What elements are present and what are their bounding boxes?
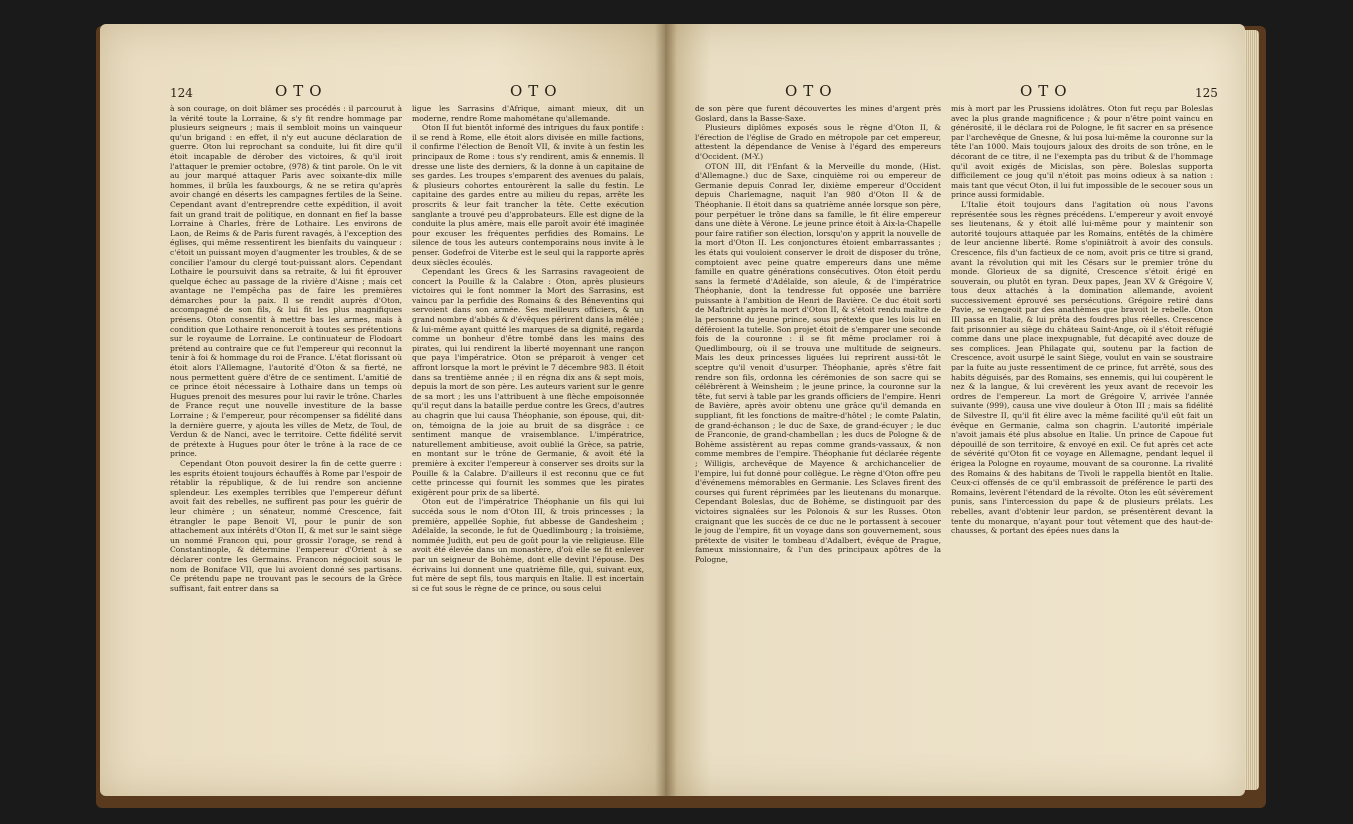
paragraph: de son père que furent découvertes les mines d'argent près Goslard, dans la Basse-Saxe.: [695, 104, 941, 123]
left-column-1: [170, 104, 402, 593]
right-column-2: [951, 104, 1213, 536]
right-running-head: OTO: [1020, 82, 1073, 100]
paragraph: ligue les Sarrasins d'Afrique, aimant mieux, dit un moderne, rendre Rome mahométane qu'allemande.: [412, 104, 644, 123]
paragraph: mis à mort par les Prussiens idolâtres. Oton fut reçu par Boleslas avec la plus grande magnificence ; & pour n'être point vaincu en générosité, il le déclara roi de Pologne, le fit sacrer en sa présence par l'archevêque de Gnesne, & lui posa lui-même la couronne sur la tête l'an 1000. Mais toujours jaloux des droits de son trône, en le décorant de ce titre, il ne l'exempta pas du tribut & de l'hommage qu'il avoit exigés de Micislas, son père. Boleslas supporta difficilement ce joug qu'il n'étoit pas moins odieux à sa nation : mais tant que vécut Oton, il lui fut impossible de le secouer sous un prince aussi formidable.: [951, 104, 1214, 200]
right-page-header: [665, 82, 1245, 102]
paragraph: Oton II fut bientôt informé des intrigues du faux pontife : il se rend à Rome, elle étoit alors divisée en mille factions, il confirme l'élection de Benoît VII, & invite à un festin les principaux de Rome : tous s'y rendirent, amis & ennemis. Il dresse une liste des derniers, & la donne à un capitaine de ses gardes. Les troupes s'emparent des avenues du palais, & plusieurs cohortes entourèrent la salle du festin. Le capitaine des gardes entre au milieu du repas, arrête les proscrits & leur fait trancher la tête. Cette exécution sanglante a trouvé peu d'approbateurs. Elle est digne de la conduite la plus amère, mais elle paroît avoir été imaginée pour excuser les fréquentes perfidies des Romains. Le silence de tous les auteurs contemporains nous invite à le penser. Godefroi de Viterbe est le seul qui la rapporte après deux siècles écoulés.: [412, 123, 644, 267]
left-running-head-right: OTO: [510, 82, 563, 100]
paragraph: OTON III, dit l'Enfant & la Merveille du monde, (Hist. d'Allemagne.) duc de Saxe, cinquième roi ou empereur de Germanie depuis Conrad Ier, dixième empereur d'Occident depuis Charlemagne, naquit l'an 980 d'Oton II & de Théophanie. Il étoit dans sa quatrième année lorsque son père, pour perpétuer le trône dans sa famille, le fit élire empereur dans une diète à Vérone. Le jeune prince étoit à Aix-la-Chapelle pour faire ratifier son élection, lorsqu'on y apprit la nouvelle de la mort d'Oton II. Les conjonctures étoient embarrassantes ; les états qui vouloient conserver le droit de disposer du trône, comptoient avec peine quatre empereurs dans une même famille en quatre générations consécutives. Oton étoit perdu sans la fermeté d'Adélaïde, son aïeule, & de l'impératrice Théophanie, dont la tendresse fut opposée une barrière puissante à l'ambition de Henri de Bavière. Ce duc étoit sorti de Maftricht après la mort d'Oton II, & s'étoit rendu maître de la personne du jeune prince, sous prétexte que les lois lui en déféroient la tutelle. Son projet étoit de s'emparer une seconde fois de la couronne : il se fit même proclamer roi à Quedlimbourg, où il se trouva une multitude de seigneurs. Mais les deux princesses liguées lui reprirent aussi-tôt le sceptre qu'il venoit d'usurper. Théophanie, après s'être fait rendre son fils, ordonna les cérémonies de son sacre qui se célébrèrent à Weinsheim ; le jeune prince, la couronne sur la tête, fut servi à table par les grands officiers de l'empire. Henri de Bavière, après avoir obtenu une grâce qu'il demanda en suppliant, fit les fonctions de maître-d'hôtel ; le comte Palatin, de grand-échanson ; le duc de Saxe, de grand-écuyer ; le duc de Franconie, de grand-chambellan ; les ducs de Pologne & de Bohème assistèrent au repas comme grands-vassaux, & non comme membres de l'empire. Théophanie fut déclarée régente ; Willigis, archevêque de Mayence & archichancelier de l'empire, lui fut donné pour collègue. Le règne d'Oton offre peu d'événemens mémorables en Germanie. Les Sclaves firent des courses qui furent réprimées par les lieutenans du monarque. Cependant Boleslas, duc de Bohème, se distinguoit par des victoires signalées sur les Polonois & sur les Russes. Oton craignant que les succès de ce duc ne le portassent à secouer le joug de l'empire, fit un voyage dans son gouvernement, sous prétexte de visiter le tombeau d'Adalbert, évêque de Prague, fameux missionnaire, & l'un des principaux apôtres de la Pologne,: [695, 161, 941, 564]
left-page-number: 124: [170, 86, 193, 100]
right-page: [665, 24, 1245, 796]
book-gutter: [655, 24, 677, 796]
page-edges: [1245, 30, 1259, 790]
left-running-head: OTO: [275, 82, 328, 100]
left-page-header: [100, 82, 665, 102]
left-column-2: [412, 104, 644, 593]
left-page: [100, 24, 665, 796]
paragraph: Cependant Oton pouvoit desirer la fin de cette guerre : les esprits étoient toujours échauffés à Rome par l'espoir de rétablir la république, & de lui rendre son ancienne splendeur. Les exemples terribles que l'empereur défunt avoit fait des rebelles, ne suffirent pas pour les guérir de leur chimère ; un sénateur, nommé Crescence, fait étrangler le pape Benoit VI, pour le punir de son attachement aux intérêts d'Oton II, & met sur le saint siège un nommé Francon qui, pour grossir l'orage, se rend à Constantinople, & détermine l'empereur d'Orient à se déclarer contre les Germains. Francon négocioit sous le nom de Boniface VII, que lui avoient donné ses partisans. Ce prétendu pape ne trouvant pas le secours de la Grèce suffisant, fait entrer dans sa: [170, 458, 402, 593]
paragraph: à son courage, on doit blâmer ses procédés : il parcourut à la vérité toute la Lorraine, & s'y fit rendre hommage par plusieurs seigneurs ; mais il sembloit moins un vainqueur qu'un brigand : en effet, il n'y eut aucune déclaration de guerre. Oton lui reprochant sa conduite, lui fit dire qu'il étoit incapable de dérober des victoires, & qu'il iroit l'attaquer le premier octobre, (978) & tint parole. On le vit au jour marqué attaquer Paris avec soixante-dix mille hommes, il brûla les fauxbourgs, & ne se retira qu'après avoir changé en déserts les campagnes fertiles de la Seine. Cependant avant d'entreprendre cette expédition, il avoit fait un grand trait de politique, en donnant en fief la basse Lorraine à Charles, frère de Lothaire. Les environs de Laon, de Reims & de Paris furent ravagés, à l'exception des églises, qui même ressentirent les bienfaits du vainqueur : c'étoit un puissant moyen d'augmenter les troubles, & de se concilier l'amour du clergé tout-puissant alors. Cependant Lothaire le poursuivit dans sa retraite, & lui fit éprouver quelque échec au passage de la rivière d'Aisne ; mais cet avantage ne l'empêcha pas de faire les premières démarches pour la paix. Il se rendit auprès d'Oton, accompagné de son fils, & lui fit les plus magnifiques présens. Oton consentit à mettre bas les armes, mais à condition que Lothaire renonceroit à toutes ses prétentions sur le royaume de Lorraine. Le continuateur de Flodoart prétend au contraire que ce fut l'empereur qui reconnut la tenir à foi & hommage du roi de France. L'état florissant où étoit alors l'Allemagne, l'autorité d'Oton & sa fierté, ne nous permettent guère d'être de ce sentiment. L'amitié de ce prince étoit nécessaire à Lothaire dans un temps où Hugues prenoit des mesures pour lui ravir le trône. Charles de France reçut une nouvelle investiture de la basse Lorraine ; & l'empereur, pour récompenser sa fidélité dans la dernière guerre, y ajouta les villes de Metz, de Toul, de Verdun & de Nanci, avec le territoire. Cette fidélité servit de prétexte à Hugues pour ôter le trône à la race de ce prince.: [170, 104, 402, 459]
paragraph: Cependant les Grecs & les Sarrasins ravageoient de concert la Pouille & la Calabre : Oton, après plusieurs victoires qui le font nommer la Mort des Sarrasins, est vaincu par la perfidie des Romains & des Béneventins qui servoient dans son armée. Ses meilleurs officiers, & un grand nombre d'abbés & d'évêques périrent dans la mêlée ; & lui-même ayant quitté les marques de sa dignité, regarda comme un bonheur d'être tombé dans les mains des pirates, qui lui rendirent la liberté moyennant une rançon que paya l'impératrice. Oton se préparoit à venger cet affront lorsque la mort le prévint le 7 décembre 983. Il étoit dans sa trentième année ; il en régna dix ans & sept mois, depuis la mort de son père. Les auteurs varient sur le genre de sa mort ; les uns l'attribuent à une flèche empoisonnée qu'il reçut dans la bataille perdue contre les Grecs, d'autres au chagrin que lui causa Théophanie, son épouse, qui, dit-on, témoigna de la joie au bruit de sa disgrâce : ce sentiment manque de vraisemblance. L'impératrice, naturellement ambitieuse, avoit oublié la Grèce, sa patrie, en montant sur le trône de Germanie, & avoit été la première à exciter l'empereur à conserver ses droits sur la Pouille & la Calabre. D'ailleurs il est reconnu que ce fut cette princesse qui fournit les sommes que les pirates exigèrent pour prix de sa liberté.: [412, 267, 644, 497]
paragraph: L'Italie étoit toujours dans l'agitation où nous l'avons représentée sous les règnes précédens. L'empereur y avoit envoyé ses lieutenans, & y étoit allé lui-même pour y maintenir son autorité toujours attaquée par les Romains, entêtés de la chimère de leur ancienne liberté. Rome s'opiniâtroit à avoir des consuls. Crescence, fils d'un factieux de ce nom, avoit pris ce titre si grand, avant la révolution qui mit les Césars sur le premier trône du monde. Glorieux de sa dignité, Crescence s'étoit érigé en souverain, ou plutôt en tyran. Deux papes, Jean XV & Grégoire V, tous deux attachés à la domination allemande, avoient successivement éprouvé ses persécutions. Grégoire retiré dans Pavie, se vengeoit par des anathèmes que bravoit le rebelle. Oton III passa en Italie, & lui prêta des foudres plus réelles. Crescence fait prisonnier au siège du château Saint-Ange, où il s'étoit réfugié comme dans une place inexpugnable, fut décapité avec douze de ses complices. Jean Philagate qui, soutenu par la faction de Crescence, avoit usurpé le saint Siège, voulut en vain se soustraire par la fuite au juste ressentiment de ce prince, fut arrêté, sous des habits déguisés, par des Romains, ses ennemis, qui lui coupèrent le nez & la langue, & lui crevèrent les yeux avant de recevoir les ordres de l'empereur. La mort de Grégoire V, arrivée l'année suivante (999), causa une vive douleur à Oton III ; mais sa fidélité de Silvestre II, qu'il fit élire avec la même facilité qu'il eût fait un évêque en Germanie, calma son chagrin. L'autorité impériale n'avoit jamais été plus absolue en Italie. Un prince de Capoue fut dépouillé de son territoire, & envoyé en exil. Ce fut après cet acte de sévérité qu'Oton fit ce voyage en Allemagne, pendant lequel il érigea la Pologne en royaume, mouvant de sa couronne. La rivalité des Romains & des habitans de Tivoli le rappella bientôt en Italie. Ceux-ci offensés de ce qu'il embrassoit de préférence le parti des Romains, levèrent l'étendard de la révolte. Oton les eût sévèrement punis, sans l'intercession du pape & de plusieurs prélats. Les rebelles, avant d'obtenir leur pardon, se présentèrent devant la tente du monarque, n'ayant pour tout vêtement que des haut-de-chausses, & portant des épées nues dans la: [951, 199, 1213, 536]
right-column-1: [695, 104, 941, 565]
right-running-head-left: OTO: [785, 82, 838, 100]
paragraph: Oton eut de l'impératrice Théophanie un fils qui lui succéda sous le nom d'Oton III, & trois princesses ; la première, appellée Sophie, fut abbesse de Gandesheim ; Adélaïde, la seconde, le fut de Quedlimbourg ; la troisième, nommée Judith, eut peu de goût pour la vie religieuse. Elle avoit été élevée dans un monastère, d'où elle se fit enlever par un seigneur de Bohème, dont elle devint l'épouse. Des écrivains lui donnent une quatrième fille, qui, suivant eux, fut mère de sept fils, tous marquis en Italie. Il est incertain si ce fut sous le règne de ce prince, ou sous celui: [412, 497, 644, 593]
paragraph: Plusieurs diplômes exposés sous le règne d'Oton II, & l'érection de l'église de Grado en métropole par cet empereur, attestent la dépendance de Venise à l'égard des empereurs d'Occident. (M-Y.): [695, 123, 941, 161]
right-page-number: 125: [1195, 86, 1218, 100]
